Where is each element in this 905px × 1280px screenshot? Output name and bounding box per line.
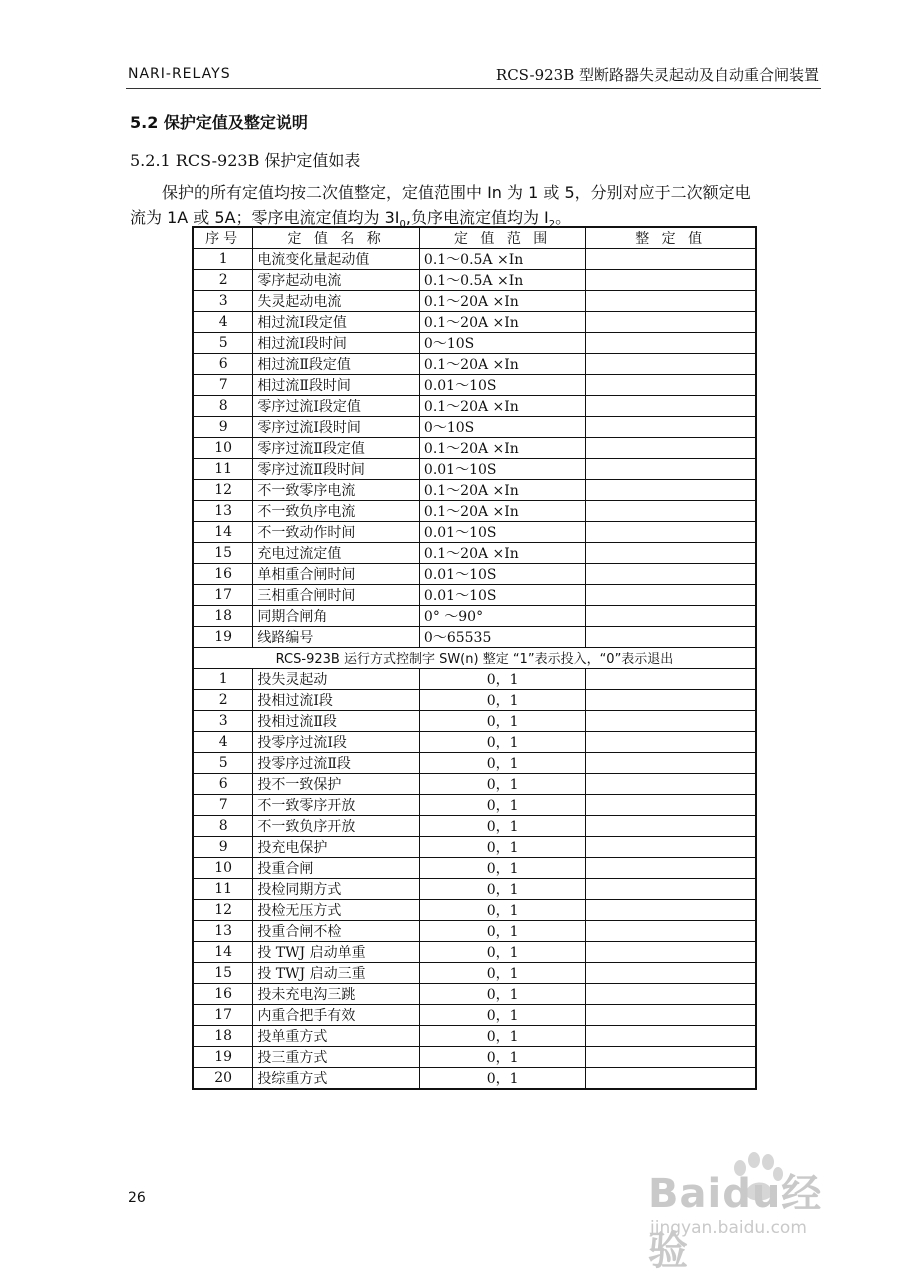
- row-setting-range: 0～65535: [419, 627, 585, 648]
- settings-table: [192, 226, 757, 1090]
- table-row: [193, 857, 756, 878]
- row-setting-value: [586, 1067, 756, 1089]
- row-setting-name: 三相重合闸时间: [253, 585, 420, 606]
- row-setting-range: 0.01～10S: [419, 522, 585, 543]
- row-setting-name: 投零序过流Ⅰ段: [253, 731, 420, 752]
- row-setting-name: 电流变化量起动值: [253, 249, 420, 270]
- row-setting-name: 投综重方式: [253, 1067, 420, 1089]
- table-row: [193, 668, 756, 689]
- table-row: [193, 354, 756, 375]
- table-row: [193, 920, 756, 941]
- row-setting-value: [586, 564, 756, 585]
- table-row: [193, 543, 756, 564]
- row-setting-value: [586, 731, 756, 752]
- row-setting-range: 0～10S: [419, 417, 585, 438]
- row-setting-range: 0.1～20A ×In: [419, 501, 585, 522]
- row-setting-range: 0，1: [419, 1025, 585, 1046]
- row-setting-range: 0.01～10S: [419, 459, 585, 480]
- row-setting-name: 投不一致保护: [253, 773, 420, 794]
- control-word-title-row: [193, 648, 756, 669]
- row-setting-name: 不一致零序开放: [253, 794, 420, 815]
- row-setting-name: 投未充电沟三跳: [253, 983, 420, 1004]
- row-setting-value: [586, 606, 756, 627]
- table-row: [193, 878, 756, 899]
- row-setting-value: [586, 1046, 756, 1067]
- table-row: [193, 815, 756, 836]
- header-setting-value: 整 定 值: [586, 227, 756, 249]
- row-index: 18: [193, 1025, 253, 1046]
- row-setting-name: 相过流Ⅱ段定值: [253, 354, 420, 375]
- row-setting-range: 0.1～0.5A ×In: [419, 249, 585, 270]
- row-setting-value: [586, 312, 756, 333]
- table-row: [193, 731, 756, 752]
- table-row: [193, 899, 756, 920]
- row-setting-value: [586, 668, 756, 689]
- row-setting-range: 0.1～20A ×In: [419, 543, 585, 564]
- intro-line-2-part-b: ,负序电流定值均为 I: [405, 208, 549, 227]
- row-index: 14: [193, 522, 253, 543]
- row-setting-value: [586, 522, 756, 543]
- row-index: 19: [193, 1046, 253, 1067]
- table-row: [193, 836, 756, 857]
- row-setting-name: 零序起动电流: [253, 270, 420, 291]
- table-row: [193, 480, 756, 501]
- row-setting-name: 投单重方式: [253, 1025, 420, 1046]
- row-setting-name: 投检同期方式: [253, 878, 420, 899]
- row-index: 16: [193, 564, 253, 585]
- row-setting-value: [586, 941, 756, 962]
- header-brand: NARI-RELAYS: [128, 66, 231, 82]
- intro-line-1: 保护的所有定值均按二次值整定，定值范围中 In 为 1 或 5，分别对应于二次额定电: [162, 183, 751, 202]
- row-setting-name: 充电过流定值: [253, 543, 420, 564]
- row-setting-name: 单相重合闸时间: [253, 564, 420, 585]
- row-setting-value: [586, 627, 756, 648]
- row-index: 17: [193, 1004, 253, 1025]
- row-setting-range: 0，1: [419, 710, 585, 731]
- row-setting-value: [586, 962, 756, 983]
- row-setting-range: 0，1: [419, 668, 585, 689]
- row-setting-range: 0，1: [419, 857, 585, 878]
- row-setting-name: 不一致动作时间: [253, 522, 420, 543]
- row-setting-value: [586, 585, 756, 606]
- row-setting-range: 0，1: [419, 836, 585, 857]
- row-setting-name: 零序过流Ⅱ段时间: [253, 459, 420, 480]
- row-index: 1: [193, 668, 253, 689]
- row-index: 11: [193, 459, 253, 480]
- table-row: [193, 459, 756, 480]
- table-row: [193, 627, 756, 648]
- row-index: 19: [193, 627, 253, 648]
- table-row: [193, 249, 756, 270]
- row-setting-value: [586, 983, 756, 1004]
- row-setting-value: [586, 354, 756, 375]
- row-setting-name: 投 TWJ 启动三重: [253, 962, 420, 983]
- row-setting-value: [586, 878, 756, 899]
- table-row: [193, 375, 756, 396]
- row-setting-range: 0° ～90°: [419, 606, 585, 627]
- row-index: 10: [193, 857, 253, 878]
- row-index: 2: [193, 689, 253, 710]
- row-setting-range: 0.1～20A ×In: [419, 312, 585, 333]
- row-setting-value: [586, 459, 756, 480]
- subscript-zero: 0: [399, 219, 406, 231]
- table-row: [193, 438, 756, 459]
- row-setting-name: 投失灵起动: [253, 668, 420, 689]
- row-setting-range: 0.1～20A ×In: [419, 480, 585, 501]
- row-setting-range: 0，1: [419, 962, 585, 983]
- row-setting-name: 投零序过流Ⅱ段: [253, 752, 420, 773]
- row-index: 17: [193, 585, 253, 606]
- row-setting-name: 零序过流Ⅰ段定值: [253, 396, 420, 417]
- row-setting-value: [586, 836, 756, 857]
- row-setting-range: 0，1: [419, 1046, 585, 1067]
- intro-line-2-part-a: 流为 1A 或 5A；零序电流定值均为 3I: [130, 208, 400, 227]
- row-setting-value: [586, 815, 756, 836]
- row-setting-range: 0，1: [419, 773, 585, 794]
- row-index: 20: [193, 1067, 253, 1089]
- row-setting-name: 不一致零序电流: [253, 480, 420, 501]
- row-index: 8: [193, 396, 253, 417]
- table-row: [193, 1046, 756, 1067]
- row-setting-name: 投检无压方式: [253, 899, 420, 920]
- header-setting-name: 定 值 名 称: [253, 227, 420, 249]
- row-setting-name: 投相过流Ⅱ段: [253, 710, 420, 731]
- row-setting-range: 0.01～10S: [419, 375, 585, 396]
- row-setting-value: [586, 710, 756, 731]
- row-setting-range: 0.1～0.5A ×In: [419, 270, 585, 291]
- row-setting-name: 零序过流Ⅱ段定值: [253, 438, 420, 459]
- table-row: [193, 270, 756, 291]
- row-setting-value: [586, 501, 756, 522]
- row-setting-name: 失灵起动电流: [253, 291, 420, 312]
- row-setting-name: 投充电保护: [253, 836, 420, 857]
- table-row: [193, 1025, 756, 1046]
- row-setting-value: [586, 794, 756, 815]
- table-row: [193, 291, 756, 312]
- row-index: 13: [193, 501, 253, 522]
- row-setting-value: [586, 396, 756, 417]
- row-setting-value: [586, 438, 756, 459]
- row-setting-range: 0，1: [419, 689, 585, 710]
- table-row: [193, 983, 756, 1004]
- row-setting-value: [586, 291, 756, 312]
- row-index: 3: [193, 291, 253, 312]
- row-index: 13: [193, 920, 253, 941]
- row-setting-name: 内重合把手有效: [253, 1004, 420, 1025]
- row-setting-value: [586, 249, 756, 270]
- row-setting-value: [586, 417, 756, 438]
- row-setting-name: 线路编号: [253, 627, 420, 648]
- table-row: [193, 689, 756, 710]
- row-setting-name: 投相过流Ⅰ段: [253, 689, 420, 710]
- row-setting-value: [586, 375, 756, 396]
- row-index: 18: [193, 606, 253, 627]
- row-setting-value: [586, 543, 756, 564]
- row-setting-range: 0.01～10S: [419, 564, 585, 585]
- table-row: [193, 501, 756, 522]
- row-setting-name: 相过流Ⅰ段时间: [253, 333, 420, 354]
- row-index: 7: [193, 794, 253, 815]
- row-index: 2: [193, 270, 253, 291]
- baidu-jingyan-watermark: [640, 1150, 860, 1274]
- row-setting-name: 相过流Ⅱ段时间: [253, 375, 420, 396]
- table-header-row: [193, 227, 756, 249]
- table-row: [193, 1067, 756, 1089]
- row-setting-range: 0，1: [419, 878, 585, 899]
- row-setting-range: 0，1: [419, 941, 585, 962]
- control-word-title: RCS-923B 运行方式控制字 SW(n) 整定 “1”表示投入，“0”表示退出: [193, 648, 756, 669]
- header-index: 序号: [193, 227, 253, 249]
- row-index: 8: [193, 815, 253, 836]
- row-setting-value: [586, 773, 756, 794]
- table-row: [193, 396, 756, 417]
- row-setting-range: 0，1: [419, 731, 585, 752]
- row-index: 14: [193, 941, 253, 962]
- row-setting-range: 0，1: [419, 752, 585, 773]
- row-setting-value: [586, 333, 756, 354]
- row-setting-range: 0.1～20A ×In: [419, 396, 585, 417]
- page-number: 26: [128, 1190, 146, 1206]
- row-setting-name: 投重合闸不检: [253, 920, 420, 941]
- row-index: 6: [193, 354, 253, 375]
- row-index: 16: [193, 983, 253, 1004]
- row-setting-value: [586, 857, 756, 878]
- table-row: [193, 710, 756, 731]
- watermark-url: jingyan.baidu.com: [650, 1218, 807, 1238]
- row-index: 10: [193, 438, 253, 459]
- subscript-two: 2: [548, 219, 556, 231]
- row-index: 15: [193, 543, 253, 564]
- header-document-title: RCS-923B 型断路器失灵起动及自动重合闸装置: [495, 66, 819, 84]
- table-row: [193, 606, 756, 627]
- row-index: 6: [193, 773, 253, 794]
- table-row: [193, 794, 756, 815]
- table-row: [193, 585, 756, 606]
- row-index: 12: [193, 480, 253, 501]
- settings-rows: [193, 249, 756, 648]
- row-setting-range: 0.1～20A ×In: [419, 354, 585, 375]
- row-setting-name: 投三重方式: [253, 1046, 420, 1067]
- section-title: 5.2 保护定值及整定说明: [130, 113, 308, 132]
- row-setting-value: [586, 480, 756, 501]
- table-row: [193, 1004, 756, 1025]
- table-row: [193, 752, 756, 773]
- row-setting-range: 0，1: [419, 983, 585, 1004]
- row-setting-range: 0.1～20A ×In: [419, 291, 585, 312]
- row-setting-value: [586, 920, 756, 941]
- row-setting-range: 0，1: [419, 1004, 585, 1025]
- row-setting-value: [586, 1025, 756, 1046]
- table-row: [193, 962, 756, 983]
- control-word-rows: [193, 668, 756, 1089]
- row-index: 5: [193, 333, 253, 354]
- row-setting-range: 0～10S: [419, 333, 585, 354]
- row-setting-value: [586, 689, 756, 710]
- subsection-title: 5.2.1 RCS-923B 保护定值如表: [130, 151, 361, 170]
- row-setting-name: 零序过流Ⅰ段时间: [253, 417, 420, 438]
- table-row: [193, 941, 756, 962]
- table-row: [193, 333, 756, 354]
- row-index: 12: [193, 899, 253, 920]
- row-index: 9: [193, 417, 253, 438]
- header-divider: [126, 88, 821, 89]
- row-index: 1: [193, 249, 253, 270]
- row-setting-range: 0，1: [419, 1067, 585, 1089]
- table-row: [193, 417, 756, 438]
- table-row: [193, 312, 756, 333]
- row-setting-range: 0.1～20A ×In: [419, 438, 585, 459]
- row-setting-value: [586, 1004, 756, 1025]
- row-index: 5: [193, 752, 253, 773]
- row-setting-name: 同期合闸角: [253, 606, 420, 627]
- row-index: 7: [193, 375, 253, 396]
- row-setting-name: 不一致负序电流: [253, 501, 420, 522]
- row-setting-range: 0，1: [419, 815, 585, 836]
- row-setting-range: 0，1: [419, 920, 585, 941]
- table-row: [193, 522, 756, 543]
- row-setting-value: [586, 270, 756, 291]
- row-index: 11: [193, 878, 253, 899]
- row-setting-name: 投 TWJ 启动单重: [253, 941, 420, 962]
- row-index: 4: [193, 731, 253, 752]
- watermark-logo-text: Baidu经验: [648, 1171, 823, 1274]
- row-index: 9: [193, 836, 253, 857]
- row-setting-value: [586, 899, 756, 920]
- row-setting-value: [586, 752, 756, 773]
- header-setting-range: 定 值 范 围: [419, 227, 585, 249]
- row-setting-name: 不一致负序开放: [253, 815, 420, 836]
- row-setting-range: 0，1: [419, 794, 585, 815]
- row-setting-range: 0，1: [419, 899, 585, 920]
- table-row: [193, 564, 756, 585]
- intro-line-2-part-c: 。: [555, 208, 572, 227]
- row-index: 4: [193, 312, 253, 333]
- row-index: 15: [193, 962, 253, 983]
- row-setting-name: 投重合闸: [253, 857, 420, 878]
- row-setting-range: 0.01～10S: [419, 585, 585, 606]
- row-index: 3: [193, 710, 253, 731]
- table-row: [193, 773, 756, 794]
- row-setting-name: 相过流Ⅰ段定值: [253, 312, 420, 333]
